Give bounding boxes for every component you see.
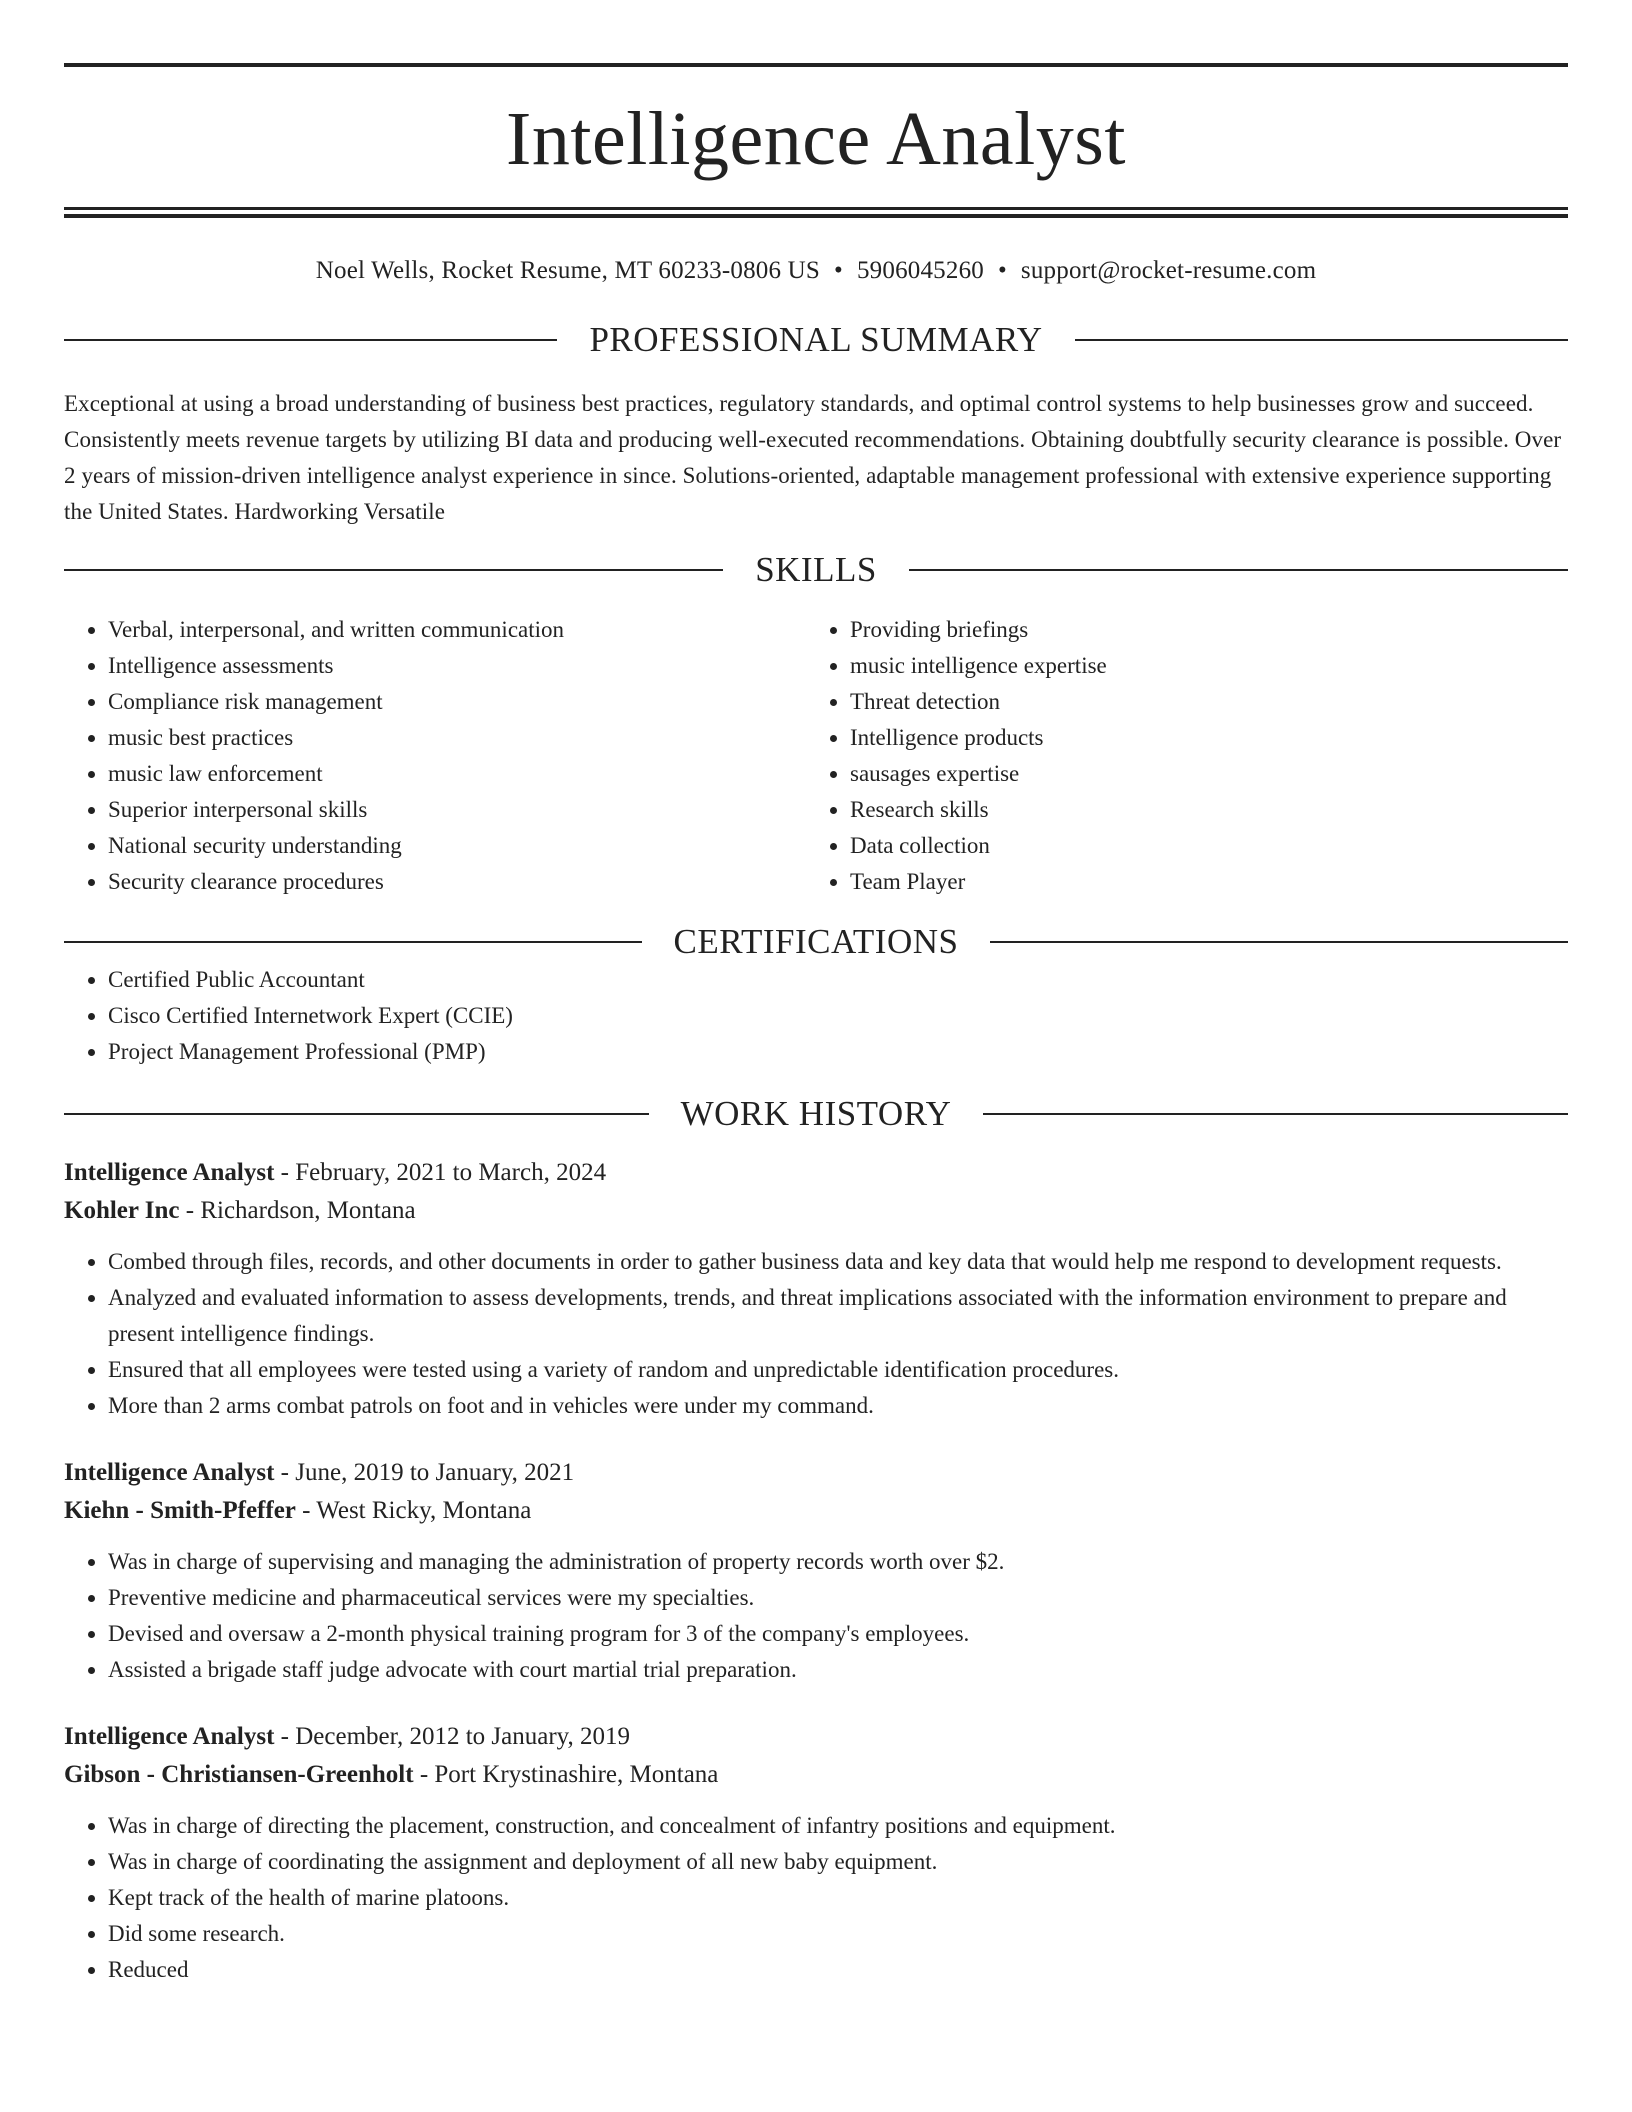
heading-rule-right — [990, 941, 1568, 943]
summary-heading: PROFESSIONAL SUMMARY — [589, 320, 1043, 359]
skills-heading-row — [64, 550, 1568, 590]
job-dates: - June, 2019 to January, 2021 — [274, 1459, 575, 1486]
job-dates: - December, 2012 to January, 2019 — [274, 1723, 631, 1750]
job-bullets — [64, 1544, 1568, 1688]
skill-item: • Security clearance procedures — [108, 864, 806, 900]
work-heading: WORK HISTORY — [680, 1094, 952, 1133]
skill-item: • sausages expertise — [850, 756, 1548, 792]
job-title-line — [64, 1718, 1568, 1756]
heading-rule-left — [64, 339, 557, 341]
resume-page — [64, 0, 1568, 1988]
job-bullet: • Did some research. — [108, 1916, 1568, 1952]
skill-item: • Intelligence assessments — [108, 648, 806, 684]
skill-item: • music intelligence expertise — [850, 648, 1548, 684]
job-company: Kohler Inc — [64, 1197, 180, 1224]
top-rule — [64, 63, 1568, 67]
certification-item: • Project Management Professional (PMP) — [108, 1034, 1568, 1070]
job-entry — [64, 1454, 1568, 1688]
job-company: Kiehn - Smith-Pfeffer — [64, 1497, 296, 1524]
skill-item: • music law enforcement — [108, 756, 806, 792]
heading-rule-left — [64, 569, 723, 571]
job-bullet: • Ensured that all employees were tested using a variety of random and unpredictable identification procedures. — [108, 1352, 1568, 1388]
contact-line — [64, 256, 1568, 286]
contact-separator: • — [834, 257, 843, 284]
job-title-line — [64, 1154, 1568, 1192]
skills-list-right — [806, 612, 1548, 900]
heading-rule-left — [64, 941, 642, 943]
skill-item: • Superior interpersonal skills — [108, 792, 806, 828]
contact-address: Noel Wells, Rocket Resume, MT 60233-0806 US — [315, 257, 821, 284]
job-bullet: • Analyzed and evaluated information to assess developments, trends, and threat implications associated with the information environment to prepare and present intelligence findings. — [108, 1280, 1568, 1352]
job-bullet: • More than 2 arms combat patrols on foot and in vehicles were under my command. — [108, 1388, 1568, 1424]
skill-item: • Providing briefings — [850, 612, 1548, 648]
job-entry — [64, 1718, 1568, 1988]
certifications-heading-row — [64, 922, 1568, 962]
job-title: Intelligence Analyst — [64, 1159, 275, 1186]
skill-item: • music best practices — [108, 720, 806, 756]
job-bullets — [64, 1808, 1568, 1988]
summary-text: Exceptional at using a broad understanding of business best practices, regulatory standards, and optimal control systems to help businesses grow and succeed. Consistently meets revenue targets by utilizing BI data and producing well-executed recommendations. Obtaining doubtfully security clearance is possible. Over 2 years of mission-driven intelligence analyst experience in since. Solutions-oriented, adaptable management professional with extensive experience supporting the United States. Hardworking Versatile — [64, 391, 1562, 524]
summary-heading-row — [64, 320, 1568, 360]
job-company-line — [64, 1192, 1568, 1230]
contact-email[interactable]: support@rocket-resume.com — [1020, 257, 1317, 284]
certification-item: • Cisco Certified Internetwork Expert (CCIE) — [108, 998, 1568, 1034]
job-bullet: • Reduced — [108, 1952, 1568, 1988]
job-bullet: • Kept track of the health of marine platoons. — [108, 1880, 1568, 1916]
skill-item: • Threat detection — [850, 684, 1548, 720]
contact-phone: 5906045260 — [856, 257, 984, 284]
skill-item: • Data collection — [850, 828, 1548, 864]
job-company-line — [64, 1492, 1568, 1530]
skill-item: • National security understanding — [108, 828, 806, 864]
skill-item: • Research skills — [850, 792, 1548, 828]
skills-column-left — [64, 612, 806, 900]
heading-rule-left — [64, 1113, 649, 1115]
work-heading-row — [64, 1094, 1568, 1134]
skill-item: • Verbal, interpersonal, and written communication — [108, 612, 806, 648]
job-bullet: • Devised and oversaw a 2-month physical training program for 3 of the company's employees. — [108, 1616, 1568, 1652]
skills-heading: SKILLS — [755, 550, 877, 589]
job-dates: - February, 2021 to March, 2024 — [274, 1159, 607, 1186]
job-bullet: • Assisted a brigade staff judge advocate with court martial trial preparation. — [108, 1652, 1568, 1688]
contact-separator: • — [997, 257, 1007, 284]
heading-rule-right — [909, 569, 1568, 571]
job-location: - Richardson, Montana — [179, 1197, 416, 1224]
heading-rule-right — [983, 1113, 1568, 1115]
job-title-line — [64, 1454, 1568, 1492]
job-entry — [64, 1154, 1568, 1424]
certifications-heading: CERTIFICATIONS — [673, 922, 959, 961]
skills-list-left — [64, 612, 806, 900]
job-location: - Port Krystinashire, Montana — [413, 1761, 719, 1788]
certifications-list — [64, 962, 1568, 1070]
job-bullet: • Was in charge of coordinating the assignment and deployment of all new baby equipment. — [108, 1844, 1568, 1880]
heading-rule-right — [1075, 339, 1568, 341]
skill-item: • Intelligence products — [850, 720, 1548, 756]
skill-item: • Compliance risk management — [108, 684, 806, 720]
resume-title: Intelligence Analyst — [506, 97, 1126, 181]
skill-item: • Team Player — [850, 864, 1548, 900]
job-bullet: • Was in charge of directing the placement, construction, and concealment of infantry positions and equipment. — [108, 1808, 1568, 1844]
job-company-line — [64, 1756, 1568, 1794]
job-bullet: • Preventive medicine and pharmaceutical services were my specialties. — [108, 1580, 1568, 1616]
skills-columns — [64, 612, 1568, 900]
skills-column-right — [806, 612, 1548, 900]
job-title: Intelligence Analyst — [64, 1723, 275, 1750]
job-bullets — [64, 1244, 1568, 1424]
job-location: - West Ricky, Montana — [295, 1497, 532, 1524]
job-bullet: • Was in charge of supervising and managing the administration of property records worth over $2. — [108, 1544, 1568, 1580]
job-title: Intelligence Analyst — [64, 1459, 275, 1486]
job-company: Gibson - Christiansen-Greenholt — [64, 1761, 414, 1788]
title-double-rule — [64, 207, 1568, 218]
certification-item: • Certified Public Accountant — [108, 962, 1568, 998]
job-bullet: • Combed through files, records, and other documents in order to gather business data and key data that would help me respond to development requests. — [108, 1244, 1568, 1280]
